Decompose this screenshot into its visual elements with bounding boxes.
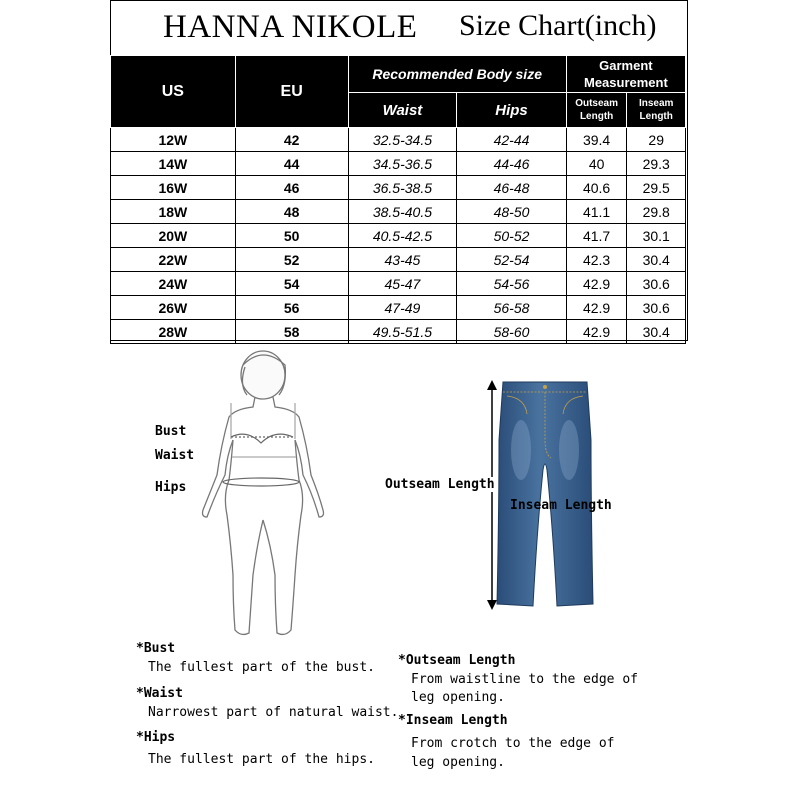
size-table [110,55,686,344]
cell-eu: 46 [235,176,348,200]
col-eu: EU [235,56,348,128]
cell-us: 28W [111,320,236,344]
cell-waist: 43-45 [348,248,457,272]
body-figure-illustration [195,345,335,645]
cell-eu: 44 [235,152,348,176]
cell-waist: 49.5-51.5 [348,320,457,344]
cell-eu: 52 [235,248,348,272]
cell-hips: 56-58 [457,296,567,320]
inseam-length-label: Inseam Length [510,498,612,513]
brand-name: HANNA NIKOLE [163,9,418,45]
cell-us: 26W [111,296,236,320]
cell-inseam: 30.1 [627,224,686,248]
cell-waist: 45-47 [348,272,457,296]
table-row [111,200,686,224]
inseam-def-text-1: From crotch to the edge of [411,736,615,751]
cell-outseam: 42.3 [566,248,627,272]
group-recommended-body: Recommended Body size [348,56,566,93]
cell-us: 22W [111,248,236,272]
waist-label: Waist [155,448,195,463]
cell-outseam: 42.9 [566,272,627,296]
cell-hips: 42-44 [457,128,567,152]
table-row [111,296,686,320]
col-inseam: Inseam Length [627,93,686,128]
group-garment: Garment Measurement [566,56,685,93]
cell-outseam: 42.9 [566,320,627,344]
cell-eu: 50 [235,224,348,248]
cell-waist: 32.5-34.5 [348,128,457,152]
cell-inseam: 29 [627,128,686,152]
cell-inseam: 30.6 [627,296,686,320]
table-row [111,272,686,296]
cell-us: 18W [111,200,236,224]
cell-inseam: 29.3 [627,152,686,176]
table-row [111,176,686,200]
outseam-def-text-2: leg opening. [411,690,505,705]
cell-outseam: 39.4 [566,128,627,152]
col-waist: Waist [348,93,457,128]
outseam-def-text-1: From waistline to the edge of [411,672,638,687]
cell-waist: 38.5-40.5 [348,200,457,224]
table-row [111,320,686,344]
cell-hips: 54-56 [457,272,567,296]
cell-inseam: 29.5 [627,176,686,200]
chart-title: Size Chart(inch) [459,9,657,42]
cell-outseam: 42.9 [566,296,627,320]
cell-us: 20W [111,224,236,248]
cell-hips: 58-60 [457,320,567,344]
table-row [111,152,686,176]
cell-waist: 47-49 [348,296,457,320]
cell-hips: 52-54 [457,248,567,272]
jeans-illustration [495,380,595,610]
cell-outseam: 41.7 [566,224,627,248]
title-row [111,1,687,55]
bust-def-text: The fullest part of the bust. [148,660,375,675]
cell-eu: 56 [235,296,348,320]
cell-inseam: 30.6 [627,272,686,296]
cell-waist: 36.5-38.5 [348,176,457,200]
table-body [111,128,686,344]
cell-eu: 54 [235,272,348,296]
cell-inseam: 30.4 [627,320,686,344]
waist-def-title: *Waist [136,686,183,701]
col-us: US [111,56,236,128]
cell-waist: 40.5-42.5 [348,224,457,248]
table-row [111,128,686,152]
waist-def-text: Narrowest part of natural waist. [148,705,399,720]
size-chart [110,0,688,341]
cell-outseam: 40.6 [566,176,627,200]
cell-outseam: 41.1 [566,200,627,224]
cell-eu: 42 [235,128,348,152]
inseam-def-title: *Inseam Length [398,713,508,728]
cell-hips: 44-46 [457,152,567,176]
inseam-def-text-2: leg opening. [411,755,505,770]
cell-inseam: 30.4 [627,248,686,272]
table-row [111,224,686,248]
cell-us: 16W [111,176,236,200]
bust-label: Bust [155,424,187,439]
hips-def-title: *Hips [136,730,176,745]
cell-us: 24W [111,272,236,296]
table-row [111,248,686,272]
hips-def-text: The fullest part of the hips. [148,752,375,767]
cell-hips: 48-50 [457,200,567,224]
col-hips: Hips [457,93,567,128]
cell-hips: 50-52 [457,224,567,248]
outseam-length-label: Outseam Length [385,477,495,492]
col-outseam: Outseam Length [566,93,627,128]
outseam-def-title: *Outseam Length [398,653,516,668]
cell-us: 12W [111,128,236,152]
cell-waist: 34.5-36.5 [348,152,457,176]
bust-def-title: *Bust [136,641,176,656]
hips-label: Hips [155,480,187,495]
cell-hips: 46-48 [457,176,567,200]
cell-inseam: 29.8 [627,200,686,224]
cell-eu: 48 [235,200,348,224]
cell-outseam: 40 [566,152,627,176]
cell-eu: 58 [235,320,348,344]
cell-us: 14W [111,152,236,176]
